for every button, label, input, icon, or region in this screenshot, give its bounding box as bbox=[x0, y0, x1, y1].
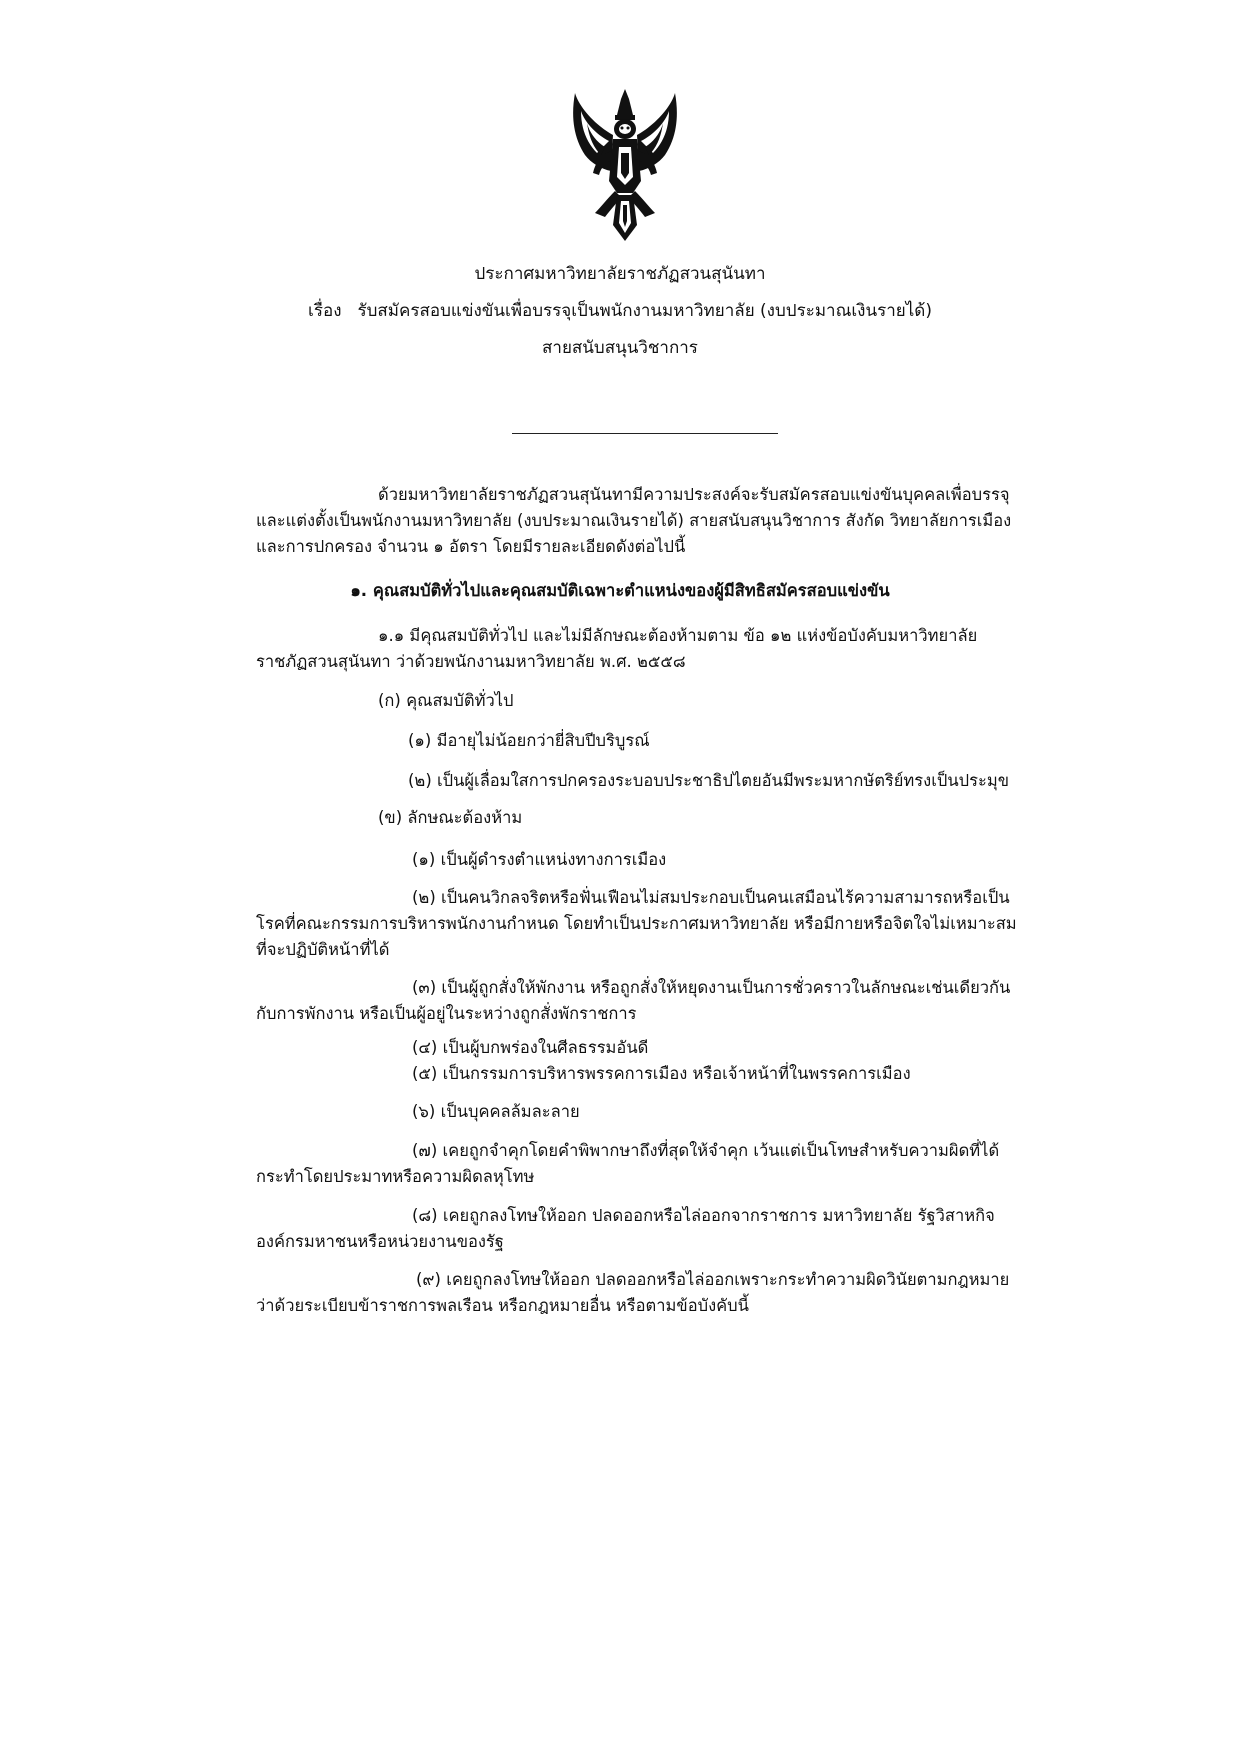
prohibited-item-9-line: (๙) เคยถูกลงโทษให้ออก ปลดออกหรือไล่ออกเพราะกระทำความผิดวินัยตามกฎหมาย bbox=[416, 1270, 1010, 1289]
prohibited-item-2 bbox=[256, 885, 1046, 963]
general-item-2: (๒) เป็นผู้เลื่อมใสการปกครองระบอบประชาธิปไตยอันมีพระมหากษัตริย์ทรงเป็นประมุข bbox=[408, 771, 1009, 790]
prohibited-item-7-line: กระทำโดยประมาทหรือความผิดลหุโทษ bbox=[256, 1167, 535, 1186]
prohibited-item-2-line: (๒) เป็นคนวิกลจริตหรือฟั่นเฟือนไม่สมประกอบเป็นคนเสมือนไร้ความสามารถหรือเป็น bbox=[412, 888, 1010, 907]
intro-line: และแต่งตั้งเป็นพนักงานมหาวิทยาลัย (งบประมาณเงินรายได้) สายสนับสนุนวิชาการ สังกัด วิทยาลัยการเมือง bbox=[256, 511, 1012, 530]
prohibited-item-3-line: (๓) เป็นผู้ถูกสั่งให้พักงาน หรือถูกสั่งให้หยุดงานเป็นการชั่วคราวในลักษณะเช่นเดียวกัน bbox=[412, 978, 1011, 997]
prohibited-item-9 bbox=[256, 1267, 1046, 1319]
announcement-title: ประกาศมหาวิทยาลัยราชภัฏสวนสุนันทา bbox=[474, 264, 766, 284]
prohibited-item-2-line: โรคที่คณะกรรมการบริหารพนักงานกำหนด โดยทำเป็นประกาศมหาวิทยาลัย หรือมีกายหรือจิตใจไม่เหมาะสม bbox=[256, 914, 1017, 933]
section-1-heading: ๑. คุณสมบัติทั่วไปและคุณสมบัติเฉพาะตำแหน่งของผู้มีสิทธิสมัครสอบแข่งขัน bbox=[350, 581, 890, 600]
general-qualifications-label: (ก) คุณสมบัติทั่วไป bbox=[378, 691, 514, 710]
subject-line bbox=[0, 299, 1240, 323]
prohibited-item-4: (๔) เป็นผู้บกพร่องในศีลธรรมอันดี bbox=[412, 1038, 649, 1057]
item-1-1-line: ๑.๑ มีคุณสมบัติทั่วไป และไม่มีลักษณะต้องห้ามตาม ข้อ ๑๒ แห่งข้อบังคับมหาวิทยาลัย bbox=[378, 626, 978, 645]
intro-line: และการปกครอง จำนวน ๑ อัตรา โดยมีรายละเอียดดังต่อไปนี้ bbox=[256, 537, 686, 556]
prohibited-item-6: (๖) เป็นบุคคลล้มละลาย bbox=[412, 1102, 580, 1121]
prohibited-item-8-line: (๘) เคยถูกลงโทษให้ออก ปลดออกหรือไล่ออกจากราชการ มหาวิทยาลัย รัฐวิสาหกิจ bbox=[412, 1206, 995, 1225]
prohibited-item-8 bbox=[256, 1203, 1046, 1255]
general-item-1: (๑) มีอายุไม่น้อยกว่ายี่สิบปีบริบูรณ์ bbox=[408, 731, 650, 750]
prohibited-item-3-line: กับการพักงาน หรือเป็นผู้อยู่ในระหว่างถูกสั่งพักราชการ bbox=[256, 1004, 637, 1023]
prohibited-item-5: (๕) เป็นกรรมการบริหารพรรคการเมือง หรือเจ้าหน้าที่ในพรรคการเมือง bbox=[412, 1064, 911, 1083]
prohibited-item-1: (๑) เป็นผู้ดำรงตำแหน่งทางการเมือง bbox=[412, 850, 667, 869]
intro-line: ด้วยมหาวิทยาลัยราชภัฏสวนสุนันทามีความประสงค์จะรับสมัครสอบแข่งขันบุคคลเพื่อบรรจุ bbox=[378, 485, 1010, 504]
prohibited-item-3 bbox=[256, 975, 1046, 1027]
prohibited-item-7-line: (๗) เคยถูกจำคุกโดยคำพิพากษาถึงที่สุดให้จำคุก เว้นแต่เป็นโทษสำหรับความผิดที่ได้ bbox=[412, 1141, 1000, 1160]
subject-subtitle: สายสนับสนุนวิชาการ bbox=[542, 338, 698, 358]
intro-paragraph bbox=[256, 482, 1046, 560]
prohibited-item-7 bbox=[256, 1138, 1046, 1190]
header-divider bbox=[512, 433, 778, 434]
prohibited-item-2-line: ที่จะปฏิบัติหน้าที่ได้ bbox=[256, 940, 390, 959]
garuda-emblem-icon bbox=[565, 85, 685, 245]
subject-text: รับสมัครสอบแข่งขันเพื่อบรรจุเป็นพนักงานมหาวิทยาลัย (งบประมาณเงินรายได้) bbox=[357, 301, 932, 321]
prohibited-item-8-line: องค์กรมหาชนหรือหน่วยงานของรัฐ bbox=[256, 1232, 504, 1251]
item-1-1 bbox=[256, 623, 1046, 675]
prohibited-item-9-line: ว่าด้วยระเบียบข้าราชการพลเรือน หรือกฎหมายอื่น หรือตามข้อบังคับนี้ bbox=[256, 1296, 749, 1315]
prohibited-label: (ข) ลักษณะต้องห้าม bbox=[378, 808, 523, 827]
item-1-1-line: ราชภัฏสวนสุนันทา ว่าด้วยพนักงานมหาวิทยาลัย พ.ศ. ๒๕๕๘ bbox=[256, 652, 686, 671]
subject-label: เรื่อง bbox=[308, 301, 342, 321]
